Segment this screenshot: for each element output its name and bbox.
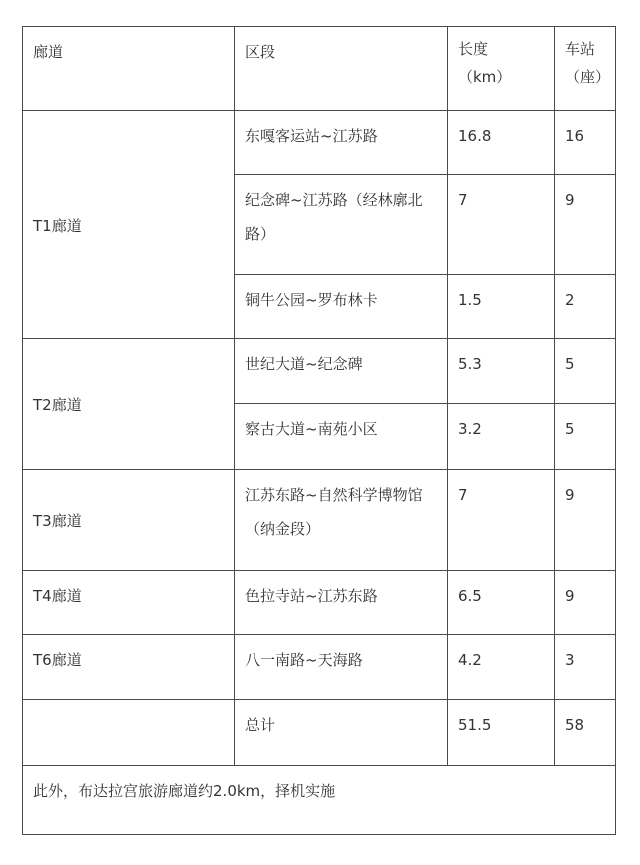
footnote-row (23, 766, 616, 835)
stations-cell: 5 (555, 339, 616, 404)
table-row (23, 635, 616, 700)
corridor-t2: T2廊道 (23, 339, 235, 470)
length-cell: 7 (448, 175, 555, 275)
segment-cell: 铜牛公园~罗布林卡 (235, 275, 448, 339)
corridor-t3: T3廊道 (23, 470, 235, 571)
segment-cell: 东嘎客运站~江苏路 (235, 111, 448, 175)
total-empty-cell (23, 700, 235, 766)
stations-cell: 9 (555, 470, 616, 571)
header-stations (555, 27, 616, 111)
corridor-t6: T6廊道 (23, 635, 235, 700)
header-stations-line2: （座） (565, 68, 611, 86)
stations-cell: 2 (555, 275, 616, 339)
table-row (23, 470, 616, 571)
header-stations-line1: 车站 (565, 40, 596, 58)
stations-cell: 5 (555, 404, 616, 470)
length-cell: 5.3 (448, 339, 555, 404)
header-length-line2: （km） (458, 68, 512, 86)
total-stations: 58 (555, 700, 616, 766)
corridor-table (22, 26, 616, 835)
segment-cell: 纪念碑~江苏路（经林廓北路） (235, 175, 448, 275)
header-corridor: 廊道 (23, 27, 235, 111)
length-cell: 7 (448, 470, 555, 571)
stations-cell: 9 (555, 175, 616, 275)
table-row (23, 571, 616, 635)
header-segment: 区段 (235, 27, 448, 111)
length-cell: 3.2 (448, 404, 555, 470)
segment-cell: 八一南路~天海路 (235, 635, 448, 700)
length-cell: 16.8 (448, 111, 555, 175)
total-row (23, 700, 616, 766)
length-cell: 6.5 (448, 571, 555, 635)
length-cell: 4.2 (448, 635, 555, 700)
stations-cell: 3 (555, 635, 616, 700)
total-length: 51.5 (448, 700, 555, 766)
stations-cell: 9 (555, 571, 616, 635)
footnote: 此外，布达拉宫旅游廊道约2.0km，择机实施 (23, 766, 616, 835)
header-length (448, 27, 555, 111)
stations-cell: 16 (555, 111, 616, 175)
segment-cell: 江苏东路~自然科学博物馆（纳金段） (235, 470, 448, 571)
table-row (23, 339, 616, 404)
segment-cell: 色拉寺站~江苏东路 (235, 571, 448, 635)
total-label: 总计 (235, 700, 448, 766)
segment-cell: 察古大道~南苑小区 (235, 404, 448, 470)
header-row (23, 27, 616, 111)
corridor-t4: T4廊道 (23, 571, 235, 635)
length-cell: 1.5 (448, 275, 555, 339)
segment-cell: 世纪大道~纪念碑 (235, 339, 448, 404)
table-row (23, 111, 616, 175)
corridor-t1: T1廊道 (23, 111, 235, 339)
header-length-line1: 长度 (458, 40, 489, 58)
